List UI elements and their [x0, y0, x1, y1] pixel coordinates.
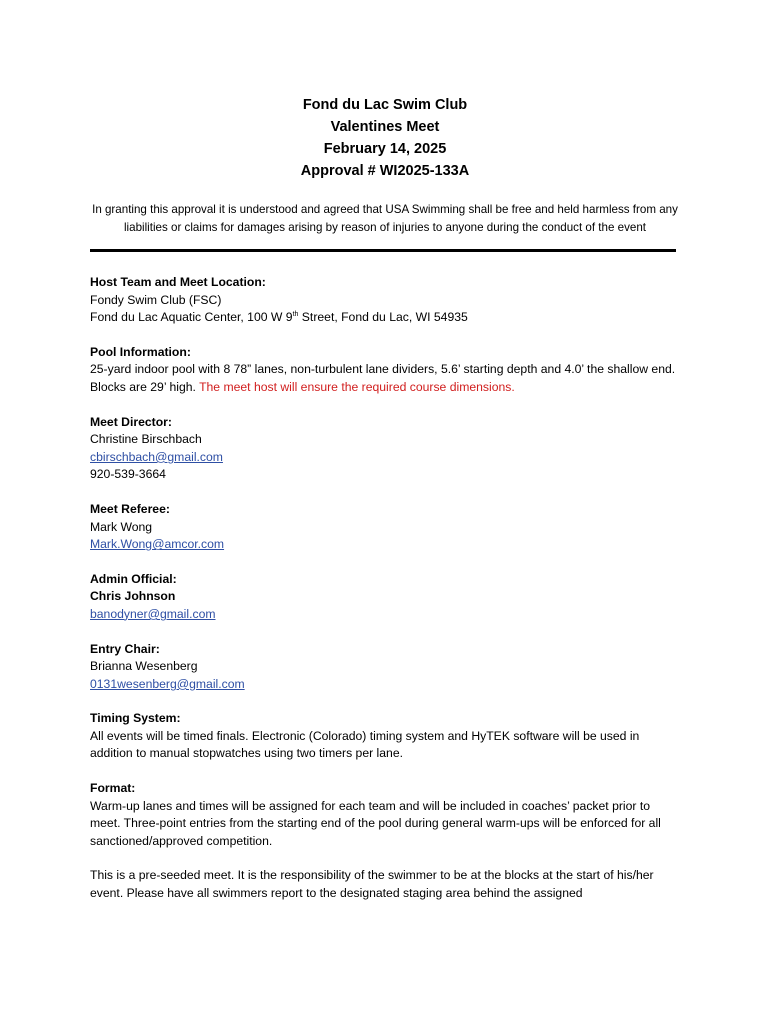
timing-text: All events will be timed finals. Electronic (Colorado) timing system and HyTEK software will be used in addition to manual stopwatches using two timers per lane.: [90, 728, 640, 761]
director-name: Christine Birschbach: [90, 432, 202, 447]
format-continued-section: [90, 867, 680, 902]
timing-heading: Timing System:: [90, 711, 181, 726]
address-superscript: th: [292, 311, 299, 319]
pool-heading: Pool Information:: [90, 344, 191, 359]
pool-course-note: The meet host will ensure the required course dimensions.: [199, 379, 515, 394]
director-email-link[interactable]: cbirschbach@gmail.com: [90, 449, 223, 464]
approval-number: Approval # WI2025-133A: [300, 163, 470, 179]
admin-section: [90, 571, 680, 624]
director-section: [90, 414, 680, 484]
host-heading: Host Team and Meet Location:: [90, 275, 266, 289]
referee-name: Mark Wong: [90, 519, 153, 534]
referee-heading: Meet Referee:: [90, 501, 170, 516]
meet-date: February 14, 2025: [323, 141, 447, 157]
pool-text: 25-yard indoor pool with 8 78” lanes, non-turbulent lane dividers, 5.6’ starting depth and 4.0’ the shallow end. Blocks are 29’ high.: [90, 362, 676, 394]
admin-email-link[interactable]: banodyner@gmail.com: [90, 606, 216, 621]
host-section: [90, 274, 680, 327]
format-heading: Format:: [90, 781, 136, 796]
meet-name: Valentines Meet: [330, 119, 440, 135]
entry-email-link[interactable]: 0131wesenberg@gmail.com: [90, 676, 245, 691]
director-phone: 920-539-3664: [90, 467, 166, 482]
address-part-2: Street, Fond du Lac, WI 54935: [298, 310, 468, 325]
pool-section: [90, 344, 680, 397]
referee-section: [90, 501, 680, 554]
entry-section: [90, 641, 680, 694]
club-name: Fond du Lac Swim Club: [302, 97, 468, 113]
format-section: [90, 780, 680, 850]
referee-email-link[interactable]: Mark.Wong@amcor.com: [90, 537, 225, 552]
horizontal-divider: [90, 249, 676, 252]
host-address: [90, 309, 680, 327]
entry-heading: Entry Chair:: [90, 641, 160, 656]
pool-description: [90, 361, 680, 396]
liability-disclaimer: In granting this approval it is understood and agreed that USA Swimming shall be free and held harmless from any liabilities or claims for damages arising by reason of injuries to anyone during the conduct of the event: [92, 203, 678, 234]
host-team: Fondy Swim Club (FSC): [90, 292, 222, 307]
director-heading: Meet Director:: [90, 414, 172, 429]
timing-section: [90, 710, 680, 763]
admin-heading: Admin Official:: [90, 571, 177, 586]
admin-name: Chris Johnson: [90, 589, 176, 604]
meet-title-block: [90, 94, 680, 182]
format-text-2: This is a pre-seeded meet. It is the responsibility of the swimmer to be at the blocks at the start of his/her event. Please have all swimmers report to the designated staging area behind the assigned: [90, 868, 654, 901]
format-text: Warm-up lanes and times will be assigned for each team and will be included in coaches’ packet prior to meet. Three-point entries from the starting end of the pool during general warm-ups will be enforced for all sanctioned/approved competition.: [90, 798, 661, 848]
entry-name: Brianna Wesenberg: [90, 659, 198, 674]
address-part-1: Fond du Lac Aquatic Center, 100 W 9: [90, 310, 293, 325]
